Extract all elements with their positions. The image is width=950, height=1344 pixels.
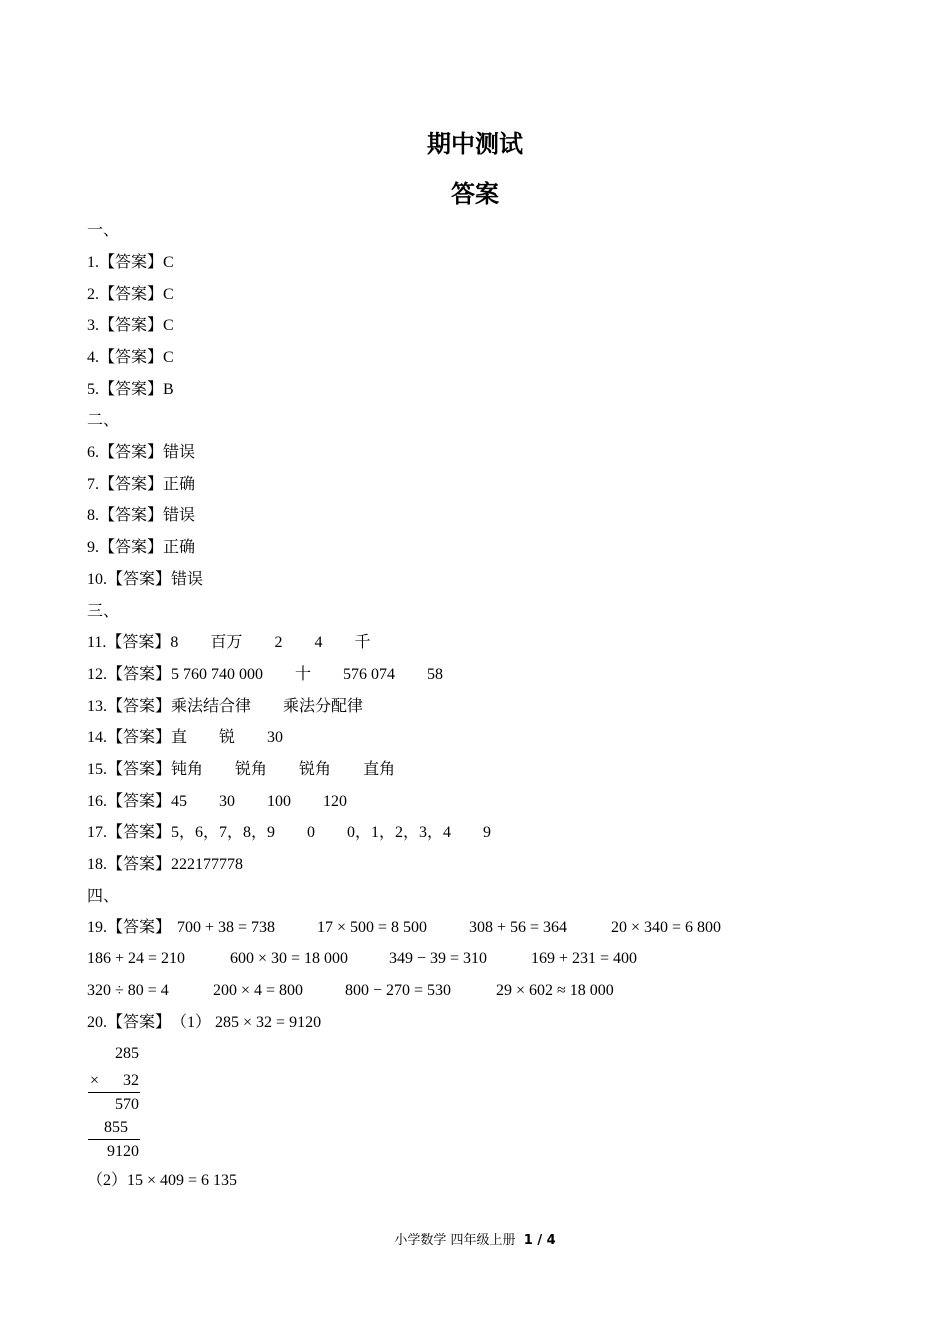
answer-part: 30 xyxy=(267,729,284,746)
answer-20 xyxy=(87,1013,321,1033)
answer-part: 222177778 xyxy=(171,856,244,873)
answer-part: 8 xyxy=(170,634,179,651)
calc-item: 308 + 56 = 364 xyxy=(469,919,568,936)
answer-part: 5 760 740 000 xyxy=(171,666,264,683)
answer-prefix: 16.【答案】 xyxy=(87,793,172,810)
answer-part: 锐 xyxy=(219,729,236,746)
calc-item: 349 − 39 = 310 xyxy=(389,950,488,967)
vertical-result: 9120 xyxy=(107,1143,139,1160)
section-heading-1: 一、 xyxy=(87,222,120,239)
answer-prefix: 15.【答案】 xyxy=(87,761,172,778)
answer-part: 2 xyxy=(274,634,283,651)
answer-part: 0 xyxy=(307,824,316,841)
vertical-multiplicand: 285 xyxy=(115,1045,139,1062)
answer-part: 4 xyxy=(314,634,323,651)
answer-4: 4.【答案】C xyxy=(87,349,174,366)
answer-prefix: 17.【答案】 xyxy=(87,824,172,841)
vertical-multiply-sign: × xyxy=(90,1072,100,1089)
answer-13 xyxy=(87,697,363,717)
answer-part: 100 xyxy=(267,793,292,810)
calc-item: 20 × 340 = 6 800 xyxy=(611,919,722,936)
answer-part: 576 074 xyxy=(343,666,396,683)
vertical-rule xyxy=(88,1139,140,1140)
vertical-rule xyxy=(88,1092,140,1093)
answer-16 xyxy=(87,792,347,812)
answer-part: 乘法结合律 xyxy=(171,698,252,715)
calc-item: 600 × 30 = 18 000 xyxy=(230,950,349,967)
section-heading-2: 二、 xyxy=(87,412,120,429)
answer-18 xyxy=(87,855,243,875)
answer-prefix: 13.【答案】 xyxy=(87,698,172,715)
answer-part: 百万 xyxy=(210,634,243,651)
page-number: 1 / 4 xyxy=(523,1233,556,1248)
answer-part: 锐角 xyxy=(299,761,332,778)
answer-part: 120 xyxy=(323,793,348,810)
calc-item: 320 ÷ 80 = 4 xyxy=(87,982,169,999)
calc-item: 800 − 270 = 530 xyxy=(345,982,452,999)
vertical-multiplier: 32 xyxy=(123,1072,139,1089)
answer-prefix: 18.【答案】 xyxy=(87,856,172,873)
section-heading-3: 三、 xyxy=(87,603,120,620)
answer-10: 10.【答案】错误 xyxy=(87,571,204,588)
answer-15 xyxy=(87,760,395,780)
answer-20-part-2: （2）15 × 409 = 6 135 xyxy=(87,1172,238,1189)
answer-2: 2.【答案】C xyxy=(87,286,174,303)
answer-prefix: 20.【答案】 xyxy=(87,1014,172,1031)
answer-prefix: 14.【答案】 xyxy=(87,729,172,746)
answer-part: 十 xyxy=(295,666,312,683)
answer-part: 5，6，7，8，9 xyxy=(171,824,276,841)
calc-item: 700 + 38 = 738 xyxy=(177,919,276,936)
section-heading-4: 四、 xyxy=(87,888,120,905)
answer-part: 直角 xyxy=(363,761,396,778)
answer-3: 3.【答案】C xyxy=(87,317,174,334)
answer-part: 千 xyxy=(354,634,371,651)
answer-8: 8.【答案】错误 xyxy=(87,507,196,524)
calc-item: 169 + 231 = 400 xyxy=(531,950,638,967)
calc-item: 186 + 24 = 210 xyxy=(87,950,186,967)
answer-1: 1.【答案】C xyxy=(87,254,174,271)
answer-prefix: 11.【答案】 xyxy=(87,634,171,651)
answer-part: 直 xyxy=(171,729,188,746)
answer-6: 6.【答案】错误 xyxy=(87,444,196,461)
calc-item: 200 × 4 = 800 xyxy=(213,982,304,999)
answer-part: 45 xyxy=(171,793,188,810)
answer-7: 7.【答案】正确 xyxy=(87,476,196,493)
answer-part: 乘法分配律 xyxy=(283,698,364,715)
page-footer xyxy=(0,1229,950,1248)
answer-part: （1） 285 × 32 = 9120 xyxy=(171,1014,322,1031)
answer-11 xyxy=(87,633,370,653)
footer-subject: 小学数学 四年级上册 xyxy=(394,1233,516,1248)
answer-part: 锐角 xyxy=(235,761,268,778)
page-subtitle: 答案 xyxy=(451,180,499,208)
answer-part: 0，1，2，3，4 xyxy=(347,824,452,841)
answer-part: 9 xyxy=(483,824,492,841)
answer-17 xyxy=(87,823,491,843)
answer-part: 58 xyxy=(427,666,444,683)
calc-item: 17 × 500 = 8 500 xyxy=(317,919,428,936)
answer-part: 钝角 xyxy=(171,761,204,778)
vertical-partial-2: 855 xyxy=(104,1119,128,1136)
answer-part: 30 xyxy=(219,793,236,810)
vertical-partial-1: 570 xyxy=(115,1096,139,1113)
answer-9: 9.【答案】正确 xyxy=(87,539,196,556)
answer-14 xyxy=(87,728,283,748)
answer-12 xyxy=(87,665,443,685)
page-title: 期中测试 xyxy=(427,130,523,158)
answer-5: 5.【答案】B xyxy=(87,381,174,398)
calc-item: 29 × 602 ≈ 18 000 xyxy=(496,982,614,999)
answer-prefix: 12.【答案】 xyxy=(87,666,172,683)
answer-prefix: 19.【答案】 xyxy=(87,919,172,936)
